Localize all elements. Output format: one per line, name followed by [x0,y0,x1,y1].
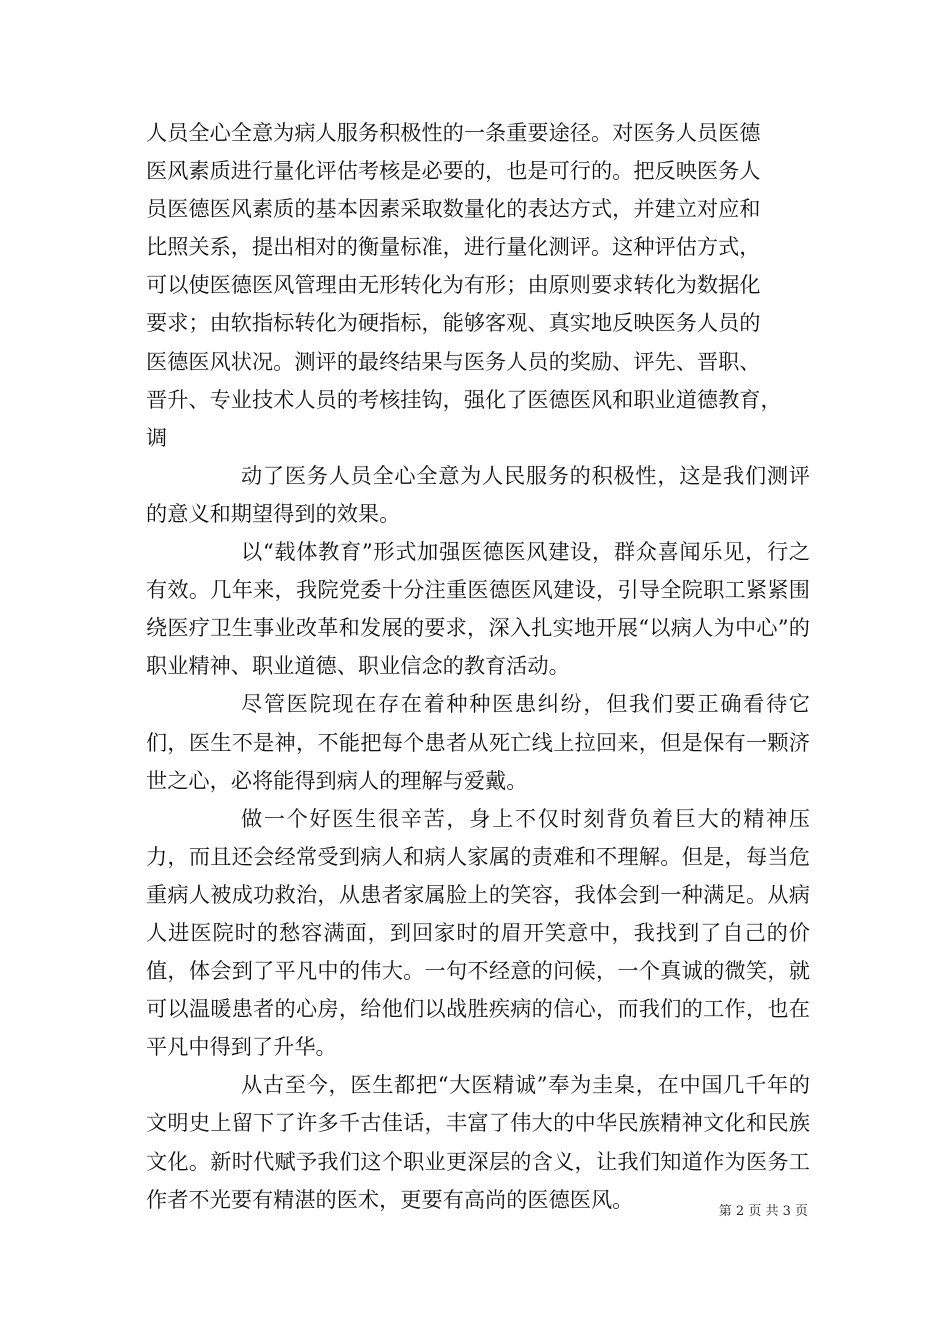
text-line: 要求；由软指标转化为硬指标，能够客观、真实地反映医务人员的 [146,310,761,336]
page-number: 第 2 页 共 3 页 [718,1204,808,1219]
text-line: 可以使医德医风管理由无形转化为有形；由原则要求转化为数据化 [146,272,761,298]
text-line: 医风素质进行量化评估考核是必要的，也是可行的。把反映医务人 [146,158,761,184]
opening-paragraph [146,114,810,457]
paragraph-disputes: 尽管医院现在存在着种种医患纠纷，但我们要正确看待它们，医生不是神，不能把每个患者从死亡线上拉回来，但是保有一颗济世之心，必将能得到病人的理解与爱戴。 [146,691,810,793]
text-line: 人员全心全意为病人服务积极性的一条重要途径。对医务人员医德 [146,120,761,145]
text-line: 医德医风状况。测评的最终结果与医务人员的奖励、评先、晋职、 [146,348,761,374]
text-line: 比照关系，提出相对的衡量标准，进行量化测评。这种评估方式， [146,234,761,260]
text-line: 员医德医风素质的基本因素采取数量化的表达方式，并建立对应和 [146,196,761,222]
text-line: 调 [146,424,168,450]
body-text [146,114,810,1219]
paragraph-carrier-education: 以“载体教育”形式加强医德医风建设，群众喜闻乐见，行之有效。几年来，我院党委十分注重医德医风建设，引导全院职工紧紧围绕医疗卫生事业改革和发展的要求，深入扎实地开展“以病人为中心”的职业精神、职业道德、职业信念的教育活动。 [146,539,810,679]
text-line: 晋升、专业技术人员的考核挂钩，强化了医德医风和职业道德教育， [146,386,782,412]
paragraph-good-doctor: 做一个好医生很辛苦，身上不仅时刻背负着巨大的精神压力，而且还会经常受到病人和病人家属的责难和不理解。但是，每当危重病人被成功救治，从患者家属脸上的笑容，我体会到一种满足。从病人进医院时的愁容满面，到回家时的眉开笑意中，我找到了自己的价值，体会到了平凡中的伟大。一句不经意的问候，一个真诚的微笑，就可以温暖患者的心房，给他们以战胜疾病的信心，而我们的工作，也在平凡中得到了升华。 [146,805,810,1060]
paragraph-significance: 动了医务人员全心全意为人民服务的积极性，这是我们测评的意义和期望得到的效果。 [146,462,810,526]
paragraph-tradition: 从古至今，医生都把“大医精诚”奉为圭臬，在中国几千年的文明史上留下了许多千古佳话，丰富了伟大的中华民族精神文化和民族文化。新时代赋予我们这个职业更深层的含义，让我们知道作为医务工作者不光要有精湛的医术，更要有高尚的医德医风。 [146,1072,810,1212]
